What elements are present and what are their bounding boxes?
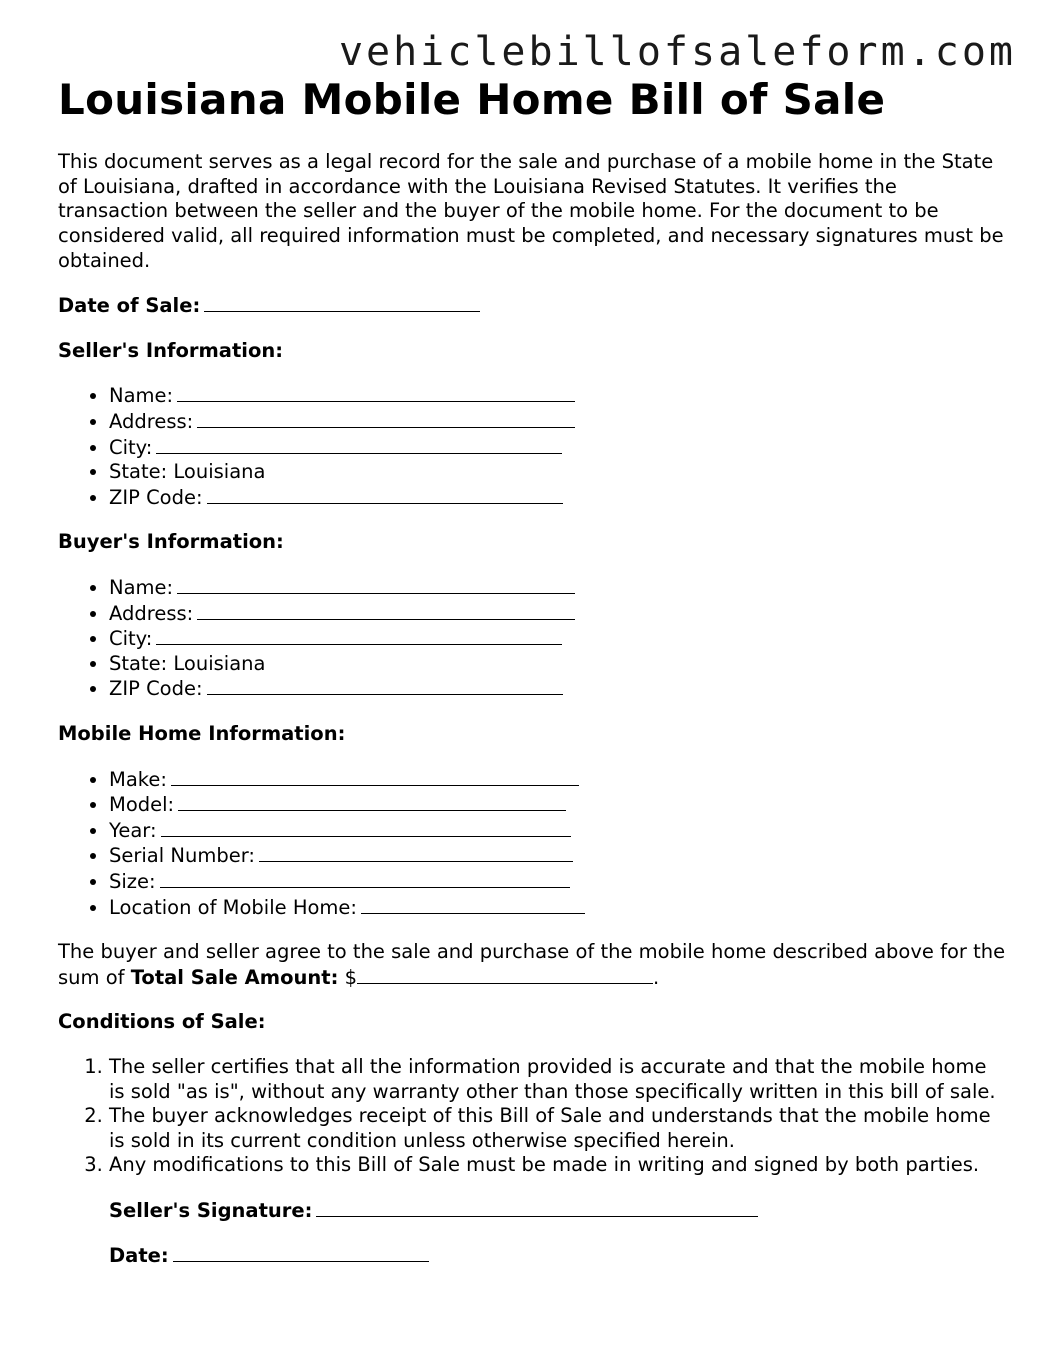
buyer-name-blank[interactable] bbox=[177, 575, 575, 594]
list-item bbox=[109, 409, 1008, 435]
document-title: Louisiana Mobile Home Bill of Sale bbox=[58, 75, 886, 124]
list-item bbox=[109, 626, 1008, 652]
mobile-home-info-list bbox=[58, 767, 1008, 921]
model-label: Model: bbox=[109, 793, 175, 817]
buyer-city-blank[interactable] bbox=[156, 626, 562, 645]
list-item bbox=[109, 767, 1008, 793]
sale-amount-period: . bbox=[653, 965, 660, 989]
list-item bbox=[109, 383, 1008, 409]
seller-address-blank[interactable] bbox=[197, 409, 575, 428]
condition-item: 2. The buyer acknowledges receipt of this Bill of Sale and understands that the mobile home is sold in its current condition unless otherwise specified herein. bbox=[109, 1104, 1008, 1153]
list-item bbox=[109, 435, 1008, 461]
seller-info-list bbox=[58, 383, 1008, 510]
seller-zip-blank[interactable] bbox=[207, 485, 563, 504]
buyer-info-list bbox=[58, 575, 1008, 702]
seller-signature-field bbox=[109, 1198, 1008, 1224]
buyer-state: State: Louisiana bbox=[109, 651, 266, 675]
location-label: Location of Mobile Home: bbox=[109, 895, 357, 919]
seller-heading: Seller's Information: bbox=[58, 338, 284, 362]
list-item bbox=[109, 601, 1008, 627]
signature-date-blank[interactable] bbox=[173, 1243, 429, 1262]
serial-number-blank[interactable] bbox=[259, 843, 573, 862]
conditions-list bbox=[58, 1055, 1008, 1178]
total-sale-amount-blank[interactable] bbox=[357, 965, 653, 984]
signature-date-field bbox=[109, 1243, 1008, 1269]
site-watermark: vehiclebillofsaleform.com bbox=[338, 29, 1016, 75]
buyer-address-blank[interactable] bbox=[197, 601, 575, 620]
size-blank[interactable] bbox=[160, 869, 570, 888]
seller-zip-label: ZIP Code: bbox=[109, 485, 203, 509]
list-item bbox=[109, 895, 1008, 921]
buyer-zip-label: ZIP Code: bbox=[109, 677, 203, 701]
document-body bbox=[58, 76, 1008, 1269]
date-of-sale-field bbox=[58, 293, 1008, 319]
buyer-address-label: Address: bbox=[109, 601, 194, 625]
buyer-zip-blank[interactable] bbox=[207, 676, 563, 695]
list-item bbox=[109, 869, 1008, 895]
list-item bbox=[109, 676, 1008, 702]
list-item bbox=[109, 843, 1008, 869]
seller-city-label: City: bbox=[109, 435, 153, 459]
sale-amount-paragraph bbox=[58, 940, 1008, 990]
list-item bbox=[109, 575, 1008, 601]
make-label: Make: bbox=[109, 767, 167, 791]
seller-name-label: Name: bbox=[109, 384, 174, 408]
mobile-home-heading: Mobile Home Information: bbox=[58, 721, 346, 745]
signature-date-label: Date: bbox=[109, 1244, 169, 1268]
signature-block bbox=[58, 1198, 1008, 1269]
make-blank[interactable] bbox=[171, 767, 579, 786]
seller-signature-blank[interactable] bbox=[316, 1198, 758, 1217]
model-blank[interactable] bbox=[178, 792, 566, 811]
size-label: Size: bbox=[109, 869, 156, 893]
year-label: Year: bbox=[109, 818, 157, 842]
currency-symbol: $ bbox=[344, 965, 357, 989]
buyer-name-label: Name: bbox=[109, 576, 174, 600]
seller-state: State: Louisiana bbox=[109, 460, 266, 484]
list-item bbox=[109, 818, 1008, 844]
buyer-heading: Buyer's Information: bbox=[58, 530, 284, 554]
date-of-sale-blank[interactable] bbox=[204, 293, 480, 312]
intro-paragraph: This document serves as a legal record for the sale and purchase of a mobile home in the State of Louisiana, drafted in accordance with the Louisiana Revised Statutes. It verifies the transaction between the seller and the buyer of the mobile home. For the document to be considered valid, all required information must be completed, and necessary signatures must be obtained. bbox=[58, 150, 1004, 272]
sale-amount-text: The buyer and seller agree to the sale and purchase of the mobile home described above for the sum of bbox=[58, 940, 1006, 989]
conditions-heading: Conditions of Sale: bbox=[58, 1010, 266, 1034]
serial-number-label: Serial Number: bbox=[109, 844, 255, 868]
list-item bbox=[109, 652, 1008, 677]
condition-item: 3. Any modifications to this Bill of Sale must be made in writing and signed by both parties. bbox=[109, 1153, 1008, 1178]
list-item bbox=[109, 485, 1008, 511]
location-blank[interactable] bbox=[361, 895, 585, 914]
condition-item: 1. The seller certifies that all the information provided is accurate and that the mobile home is sold "as is", without any warranty other than those specifically written in this bill of sale. bbox=[109, 1055, 1008, 1104]
list-item bbox=[109, 792, 1008, 818]
total-sale-amount-label: Total Sale Amount: bbox=[130, 965, 339, 989]
seller-address-label: Address: bbox=[109, 410, 194, 434]
buyer-city-label: City: bbox=[109, 627, 153, 651]
date-of-sale-label: Date of Sale: bbox=[58, 294, 201, 318]
seller-signature-label: Seller's Signature: bbox=[109, 1198, 313, 1222]
list-item bbox=[109, 460, 1008, 485]
seller-city-blank[interactable] bbox=[156, 435, 562, 454]
year-blank[interactable] bbox=[161, 818, 571, 837]
seller-name-blank[interactable] bbox=[177, 383, 575, 402]
